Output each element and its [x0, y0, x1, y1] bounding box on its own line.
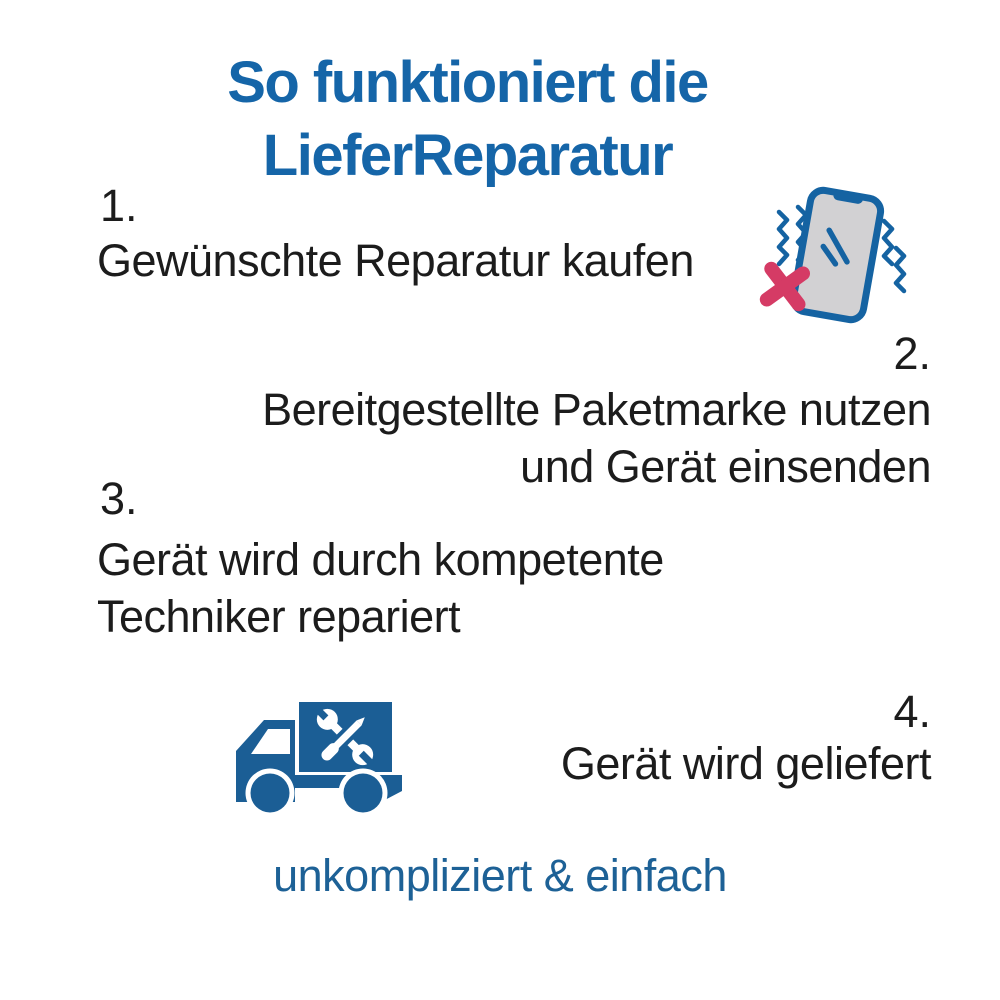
step-1-line1: Gewünschte Reparatur kaufen	[97, 235, 694, 286]
step-4-number: 4.	[893, 686, 931, 737]
page-title-line1: So funktioniert die	[227, 50, 708, 115]
repair-delivery-truck-icon	[215, 690, 405, 830]
step-4-text	[560, 738, 931, 789]
phone-body-icon	[791, 186, 883, 322]
broken-phone-icon	[745, 165, 920, 340]
rear-wheel-icon	[344, 774, 383, 813]
step-3-line1: Gerät wird durch kompetente	[97, 534, 664, 585]
footer-tagline: unkompliziert & einfach	[273, 850, 727, 901]
step-3-number: 3.	[100, 473, 138, 524]
step-2-text	[262, 381, 931, 495]
step-4-line1: Gerät wird geliefert	[560, 738, 931, 789]
step-2-line1: Bereitgestellte Paketmarke nutzen	[262, 384, 931, 435]
step-3-line2: Techniker repariert	[97, 591, 461, 642]
step-1-number: 1.	[100, 180, 138, 231]
step-2-line2: und Gerät einsenden	[520, 441, 931, 492]
step-1-text	[97, 235, 694, 286]
step-2-number: 2.	[893, 328, 931, 379]
step-3-text	[97, 531, 664, 645]
front-wheel-icon	[251, 774, 290, 813]
page-title-line2: LieferReparatur	[262, 123, 673, 188]
vibration-lines-right-icon	[884, 221, 904, 291]
